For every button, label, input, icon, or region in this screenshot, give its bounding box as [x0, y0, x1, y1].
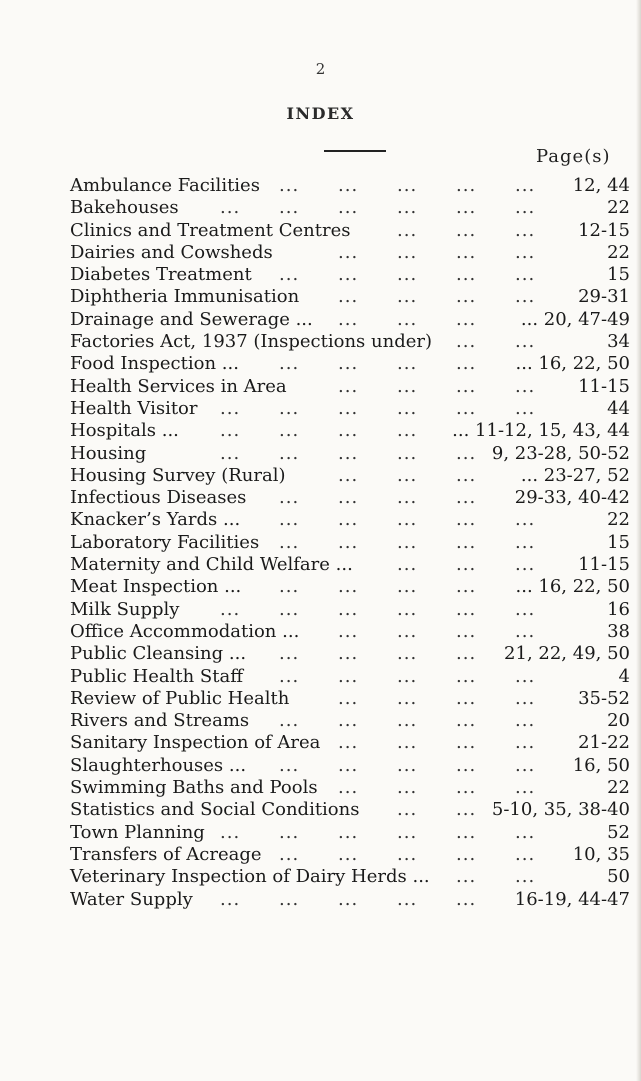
leader-dots: ...	[397, 353, 418, 375]
index-entry	[70, 621, 630, 643]
leader-dots: ...	[515, 219, 536, 241]
leader-dots: ...	[338, 777, 359, 799]
leader-dots: ...	[338, 442, 359, 464]
index-entry	[70, 443, 630, 465]
index-entry	[70, 532, 630, 554]
leader-dots: ...	[397, 687, 418, 709]
leader-dots: ...	[338, 643, 359, 665]
leader-dots: ...	[338, 353, 359, 375]
index-entry-subject: Laboratory Facilities	[70, 531, 260, 553]
index-entry-subject: Knacker’s Yards ...	[70, 509, 241, 531]
leader-dots: ...	[397, 620, 418, 642]
leader-dots: ...	[515, 620, 536, 642]
index-entry	[70, 175, 630, 197]
leader-dots: ...	[456, 175, 477, 196]
leader-dots: ...	[397, 554, 418, 576]
index-entry-subject: Food Inspection ...	[70, 353, 239, 375]
leader-dots: ...	[515, 754, 536, 776]
index-entry-pages: 50	[607, 866, 630, 888]
index-entry-pages: 9, 23-28, 50-52	[491, 442, 630, 464]
leader-dots: ...	[338, 710, 359, 732]
leader-dots: ...	[220, 821, 241, 843]
index-entry	[70, 220, 630, 242]
leader-dots: ...	[279, 397, 300, 419]
leader-dots: ...	[397, 598, 418, 620]
index-entry-subject: Slaughterhouses ...	[70, 754, 247, 776]
leader-dots: ...	[338, 420, 359, 442]
leader-dots: ...	[220, 420, 241, 442]
index-entry-subject: Office Accommodation ...	[70, 620, 300, 642]
leader-dots: ...	[456, 264, 477, 286]
index-entry-subject: Infectious Diseases	[70, 487, 247, 509]
leader-dots: ...	[338, 308, 359, 330]
leader-dots: ...	[338, 509, 359, 531]
leader-dots: ...	[456, 821, 477, 843]
leader-dots: ...	[397, 799, 418, 821]
leader-dots: ...	[338, 397, 359, 419]
index-entry-subject: Veterinary Inspection of Dairy Herds ...	[70, 866, 430, 888]
leader-dots: ...	[397, 375, 418, 397]
leader-dots: ...	[338, 175, 359, 196]
index-entry-pages: ... 16, 22, 50	[515, 353, 630, 375]
leader-dots: ...	[279, 710, 300, 732]
leader-dots: ...	[279, 643, 300, 665]
index-entry-pages: 12-15	[578, 219, 630, 241]
index-entry	[70, 866, 630, 888]
index-list	[70, 175, 630, 911]
leader-dots: ...	[456, 375, 477, 397]
index-entry-subject: Meat Inspection ...	[70, 576, 242, 598]
index-entry	[70, 822, 630, 844]
index-entry-pages: 15	[607, 264, 630, 286]
leader-dots: ...	[397, 397, 418, 419]
leader-dots: ...	[397, 487, 418, 509]
leader-dots: ...	[515, 665, 536, 687]
index-entry-pages: 10, 35	[572, 843, 630, 865]
leader-dots: ...	[279, 487, 300, 509]
leader-dots: ...	[456, 777, 477, 799]
index-title: INDEX	[286, 104, 355, 123]
index-entry	[70, 264, 630, 286]
leader-dots: ...	[456, 197, 477, 219]
index-entry-pages: 22	[607, 509, 630, 531]
leader-dots: ...	[220, 397, 241, 419]
leader-dots: ...	[397, 509, 418, 531]
index-entry-subject: Milk Supply	[70, 598, 180, 620]
leader-dots: ...	[515, 175, 536, 196]
leader-dots: ...	[279, 821, 300, 843]
index-entry	[70, 509, 630, 531]
leader-dots: ...	[456, 397, 477, 419]
index-entry-pages: 21, 22, 49, 50	[504, 643, 630, 665]
leader-dots: ...	[456, 843, 477, 865]
index-entry-pages: ... 20, 47-49	[520, 308, 630, 330]
index-entry-subject: Sanitary Inspection of Area	[70, 732, 321, 754]
leader-dots: ...	[515, 531, 536, 553]
leader-dots: ...	[456, 464, 477, 486]
index-entry-subject: Water Supply	[70, 888, 193, 910]
leader-dots: ...	[397, 219, 418, 241]
index-entry-subject: Public Health Staff	[70, 665, 244, 687]
index-entry-subject: Maternity and Child Welfare ...	[70, 554, 353, 576]
index-entry	[70, 331, 630, 353]
index-entry-pages: 29-31	[578, 286, 630, 308]
leader-dots: ...	[397, 442, 418, 464]
index-entry	[70, 599, 630, 621]
index-entry-subject: Rivers and Streams	[70, 710, 250, 732]
leader-dots: ...	[338, 754, 359, 776]
leader-dots: ...	[456, 799, 477, 821]
leader-dots: ...	[456, 554, 477, 576]
leader-dots: ...	[456, 241, 477, 263]
index-entry	[70, 286, 630, 308]
leader-dots: ...	[456, 509, 477, 531]
leader-dots: ...	[515, 264, 536, 286]
leader-dots: ...	[338, 821, 359, 843]
title-rule	[324, 150, 386, 152]
index-entry-subject: Dairies and Cowsheds	[70, 241, 273, 263]
index-entry-pages: 16-19, 44-47	[514, 888, 630, 910]
column-header: Page(s)	[536, 146, 611, 167]
leader-dots: ...	[397, 464, 418, 486]
index-entry-pages: 44	[607, 397, 630, 419]
leader-dots: ...	[220, 598, 241, 620]
leader-dots: ...	[397, 197, 418, 219]
index-entry	[70, 777, 630, 799]
leader-dots: ...	[338, 598, 359, 620]
leader-dots: ...	[338, 888, 359, 910]
index-entry-pages: 5-10, 35, 38-40	[491, 799, 630, 821]
leader-dots: ...	[456, 665, 477, 687]
index-entry-subject: Statistics and Social Conditions	[70, 799, 360, 821]
index-entry-subject: Diphtheria Immunisation	[70, 286, 300, 308]
leader-dots: ...	[338, 620, 359, 642]
index-entry	[70, 643, 630, 665]
leader-dots: ...	[397, 843, 418, 865]
leader-dots: ...	[515, 732, 536, 754]
index-entry	[70, 309, 630, 331]
leader-dots: ...	[338, 375, 359, 397]
index-entry-subject: Swimming Baths and Pools	[70, 777, 318, 799]
leader-dots: ...	[456, 576, 477, 598]
leader-dots: ...	[456, 219, 477, 241]
leader-dots: ...	[456, 732, 477, 754]
leader-dots: ...	[397, 420, 418, 442]
leader-dots: ...	[456, 487, 477, 509]
leader-dots: ...	[279, 754, 300, 776]
leader-dots: ...	[515, 598, 536, 620]
leader-dots: ...	[515, 710, 536, 732]
leader-dots: ...	[338, 843, 359, 865]
leader-dots: ...	[338, 665, 359, 687]
index-entry	[70, 398, 630, 420]
leader-dots: ...	[338, 264, 359, 286]
leader-dots: ...	[397, 888, 418, 910]
leader-dots: ...	[515, 286, 536, 308]
index-entry	[70, 688, 630, 710]
leader-dots: ...	[397, 286, 418, 308]
leader-dots: ...	[456, 643, 477, 665]
leader-dots: ...	[279, 598, 300, 620]
leader-dots: ...	[515, 777, 536, 799]
leader-dots: ...	[397, 754, 418, 776]
index-entry-pages: 38	[607, 620, 630, 642]
leader-dots: ...	[279, 420, 300, 442]
leader-dots: ...	[397, 264, 418, 286]
leader-dots: ...	[338, 464, 359, 486]
leader-dots: ...	[397, 576, 418, 598]
leader-dots: ...	[515, 843, 536, 865]
index-entry-subject: Review of Public Health	[70, 687, 290, 709]
index-entry	[70, 576, 630, 598]
leader-dots: ...	[279, 509, 300, 531]
index-entry-pages: 20	[607, 710, 630, 732]
index-entry-subject: Health Visitor	[70, 397, 198, 419]
index-entry-pages: 11-15	[578, 554, 630, 576]
leader-dots: ...	[220, 442, 241, 464]
index-entry-subject: Hospitals ...	[70, 420, 179, 442]
index-entry	[70, 376, 630, 398]
index-entry	[70, 242, 630, 264]
leader-dots: ...	[456, 442, 477, 464]
index-entry-subject: Diabetes Treatment	[70, 264, 252, 286]
leader-dots: ...	[515, 687, 536, 709]
index-entry-pages: 34	[607, 331, 630, 353]
leader-dots: ...	[338, 286, 359, 308]
index-entry	[70, 755, 630, 777]
leader-dots: ...	[279, 665, 300, 687]
index-entry	[70, 197, 630, 219]
index-entry-pages: 29-33, 40-42	[514, 487, 630, 509]
index-entry	[70, 799, 630, 821]
leader-dots: ...	[456, 353, 477, 375]
index-entry-subject: Health Services in Area	[70, 375, 287, 397]
index-entry-pages: 16, 50	[572, 754, 630, 776]
leader-dots: ...	[338, 732, 359, 754]
leader-dots: ...	[279, 175, 300, 196]
leader-dots: ...	[397, 710, 418, 732]
index-entry	[70, 844, 630, 866]
leader-dots: ...	[220, 197, 241, 219]
leader-dots: ...	[515, 375, 536, 397]
index-entry-pages: ... 23-27, 52	[520, 464, 630, 486]
index-entry-pages: 22	[607, 197, 630, 219]
leader-dots: ...	[456, 687, 477, 709]
leader-dots: ...	[456, 531, 477, 553]
index-entry-subject: Drainage and Sewerage ...	[70, 308, 313, 330]
leader-dots: ...	[279, 888, 300, 910]
leader-dots: ...	[515, 509, 536, 531]
index-entry-pages: ... 11-12, 15, 43, 44	[452, 420, 630, 442]
index-entry-pages: 21-22	[578, 732, 630, 754]
leader-dots: ...	[515, 821, 536, 843]
leader-dots: ...	[397, 308, 418, 330]
leader-dots: ...	[279, 843, 300, 865]
leader-dots: ...	[515, 241, 536, 263]
index-entry-subject: Housing	[70, 442, 147, 464]
leader-dots: ...	[456, 331, 477, 353]
leader-dots: ...	[456, 598, 477, 620]
index-entry	[70, 465, 630, 487]
leader-dots: ...	[279, 531, 300, 553]
index-entry-pages: 12, 44	[572, 175, 630, 196]
index-entry-pages: 52	[607, 821, 630, 843]
index-entry-pages: 11-15	[578, 375, 630, 397]
index-entry-pages: 35-52	[578, 687, 630, 709]
leader-dots: ...	[338, 241, 359, 263]
leader-dots: ...	[338, 197, 359, 219]
index-entry	[70, 710, 630, 732]
leader-dots: ...	[456, 754, 477, 776]
index-entry-subject: Housing Survey (Rural)	[70, 464, 286, 486]
index-entry	[70, 666, 630, 688]
index-entry-pages: 22	[607, 241, 630, 263]
leader-dots: ...	[338, 487, 359, 509]
leader-dots: ...	[456, 710, 477, 732]
leader-dots: ...	[338, 531, 359, 553]
leader-dots: ...	[279, 442, 300, 464]
index-entry-pages: 4	[618, 665, 630, 687]
leader-dots: ...	[397, 821, 418, 843]
index-entry-pages: 22	[607, 777, 630, 799]
page-number: 2	[315, 60, 326, 78]
leader-dots: ...	[397, 531, 418, 553]
leader-dots: ...	[279, 264, 300, 286]
leader-dots: ...	[456, 308, 477, 330]
leader-dots: ...	[397, 175, 418, 196]
leader-dots: ...	[338, 687, 359, 709]
leader-dots: ...	[456, 866, 477, 888]
index-entry	[70, 487, 630, 509]
index-entry	[70, 554, 630, 576]
leader-dots: ...	[456, 286, 477, 308]
leader-dots: ...	[338, 576, 359, 598]
index-entry-subject: Public Cleansing ...	[70, 643, 247, 665]
leader-dots: ...	[515, 197, 536, 219]
index-entry-subject: Transfers of Acreage	[70, 843, 262, 865]
index-entry	[70, 420, 630, 442]
index-entry	[70, 889, 630, 911]
page-edge	[636, 0, 641, 1081]
index-entry	[70, 353, 630, 375]
index-entry-subject: Bakehouses	[70, 197, 179, 219]
leader-dots: ...	[397, 665, 418, 687]
leader-dots: ...	[397, 241, 418, 263]
leader-dots: ...	[515, 331, 536, 353]
leader-dots: ...	[279, 576, 300, 598]
index-entry-subject: Clinics and Treatment Centres	[70, 219, 351, 241]
leader-dots: ...	[456, 888, 477, 910]
leader-dots: ...	[515, 866, 536, 888]
leader-dots: ...	[397, 777, 418, 799]
leader-dots: ...	[515, 397, 536, 419]
index-entry-pages: ... 16, 22, 50	[515, 576, 630, 598]
index-entry-pages: 16	[607, 598, 630, 620]
leader-dots: ...	[397, 732, 418, 754]
leader-dots: ...	[220, 888, 241, 910]
leader-dots: ...	[456, 620, 477, 642]
index-entry-pages: 15	[607, 531, 630, 553]
index-entry-subject: Factories Act, 1937 (Inspections under)	[70, 331, 432, 353]
leader-dots: ...	[279, 197, 300, 219]
leader-dots: ...	[515, 554, 536, 576]
leader-dots: ...	[279, 353, 300, 375]
index-entry-subject: Town Planning	[70, 821, 205, 843]
index-entry	[70, 732, 630, 754]
index-entry-subject: Ambulance Facilities	[70, 175, 260, 196]
leader-dots: ...	[397, 643, 418, 665]
